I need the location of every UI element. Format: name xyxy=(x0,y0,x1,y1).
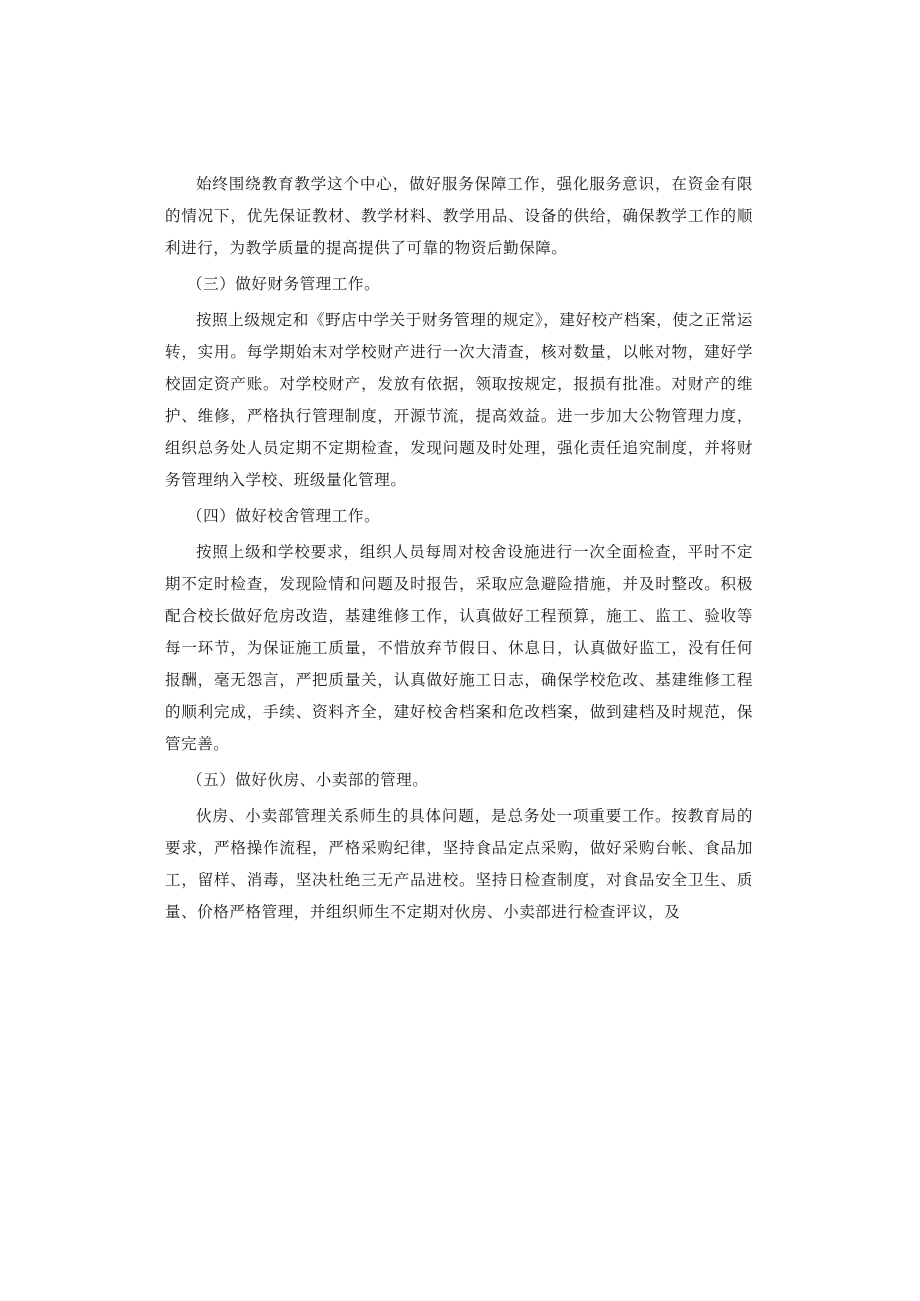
paragraph-building-management: 按照上级和学校要求，组织人员每周对校舍设施进行一次全面检查，平时不定期不定时检查，发现险情和问题及时报告，采取应急避险措施，并及时整改。积极配合校长做好危房改造，基建维修工作，认真做好工程预算，施工、监工、验收等每一环节，为保证施工质量，不惜放弃节假日、休息日，认真做好监工，没有任何报酬，毫无怨言，严把质量关，认真做好施工日志，确保学校危改、基建维修工程的顺利完成，手续、资料齐全，建好校舍档案和危改档案，做到建档及时规范，保管完善。 xyxy=(165,543,753,753)
paragraph-service-support: 始终围绕教育教学这个中心，做好服务保障工作，强化服务意识，在资金有限的情况下，优先保证教材、教学材料、教学用品、设备的供给，确保教学工作的顺利进行，为教学质量的提高提供了可靠的物资后勤保障。 xyxy=(165,175,753,257)
document-body xyxy=(165,168,753,928)
heading-building-management: （四）做好校舍管理工作。 xyxy=(187,507,381,525)
heading-finance-management: （三）做好财务管理工作。 xyxy=(187,275,381,293)
paragraph-canteen-management: 伙房、小卖部管理关系师生的具体问题，是总务处一项重要工作。按教育局的要求，严格操作流程，严格采购纪律，坚持食品定点采购，做好采购台帐、食品加工，留样、消毒，坚决杜绝三无产品进校。坚持日检查制度，对食品安全卫生、质量、价格严格管理，并组织师生不定期对伙房、小卖部进行检查评议，及 xyxy=(165,807,753,921)
paragraph-finance-management: 按照上级规定和《野店中学关于财务管理的规定》，建好校产档案，使之正常运转，实用。每学期始末对学校财产进行一次大清查，核对数量，以帐对物，建好学校固定资产账。对学校财产，发放有依据，领取按规定，报损有批准。对财产的维护、维修，严格执行管理制度，开源节流，提高效益。进一步加大公物管理力度，组织总务处人员定期不定期检查，发现问题及时处理，强化责任追究制度，并将财务管理纳入学校、班级量化管理。 xyxy=(165,311,753,489)
heading-canteen-management: （五）做好伙房、小卖部的管理。 xyxy=(187,771,429,789)
